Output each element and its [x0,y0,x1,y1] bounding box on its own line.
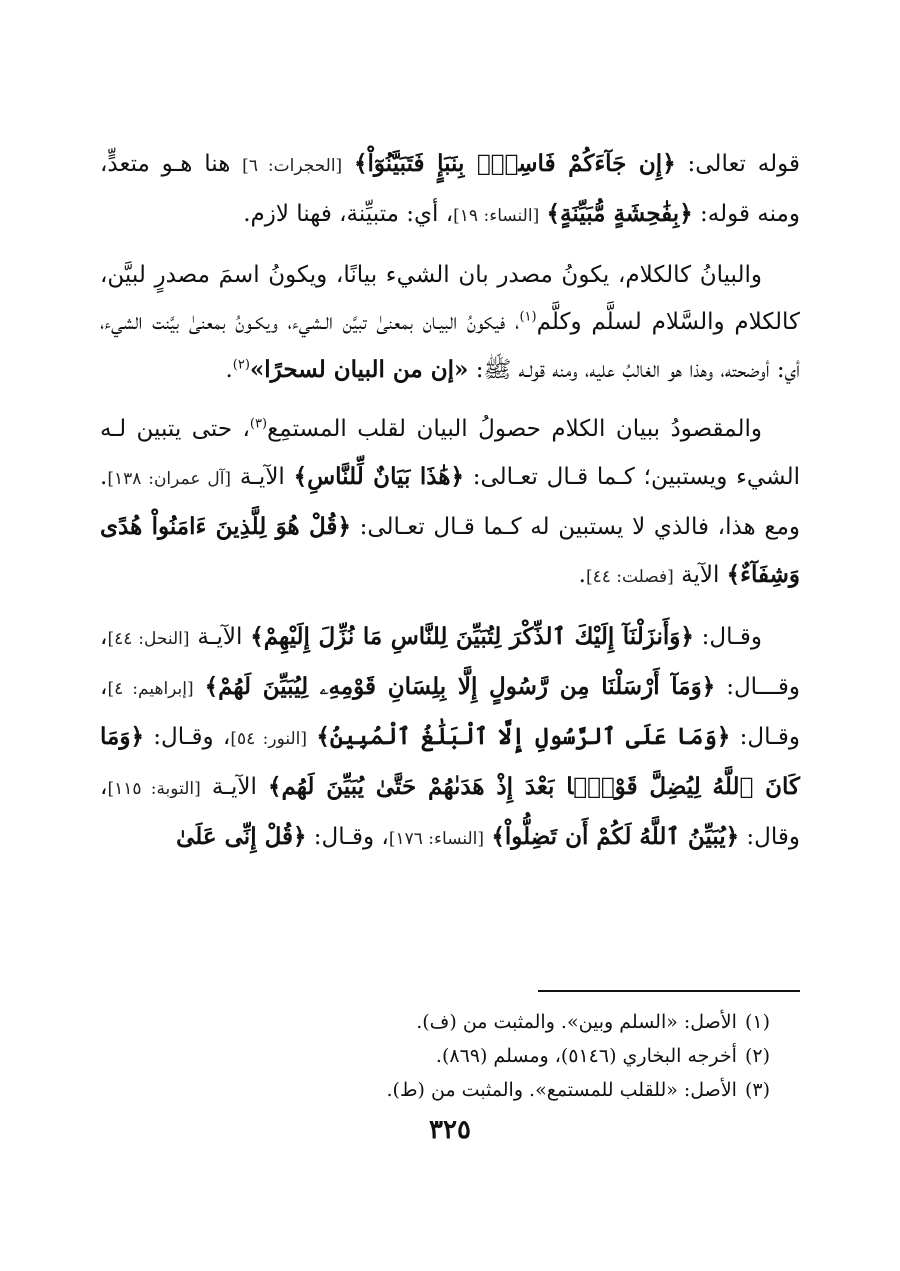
quran-open-bracket: ﴿ [716,723,731,750]
quran-verse: وَمَا عَلَى ٱلرَّسُولِ إِلَّا ٱلْبَلَٰغُ ٱلْمُبِينُ [329,723,717,750]
text: هنا هـو متعدٍّ، ومنه قوله: [100,151,800,227]
quran-close-bracket: ﴾ [354,150,368,177]
text: الآية [673,562,727,588]
text: الآيـة [189,624,251,650]
quran-close-bracket: ﴾ [268,773,282,800]
footnote-1 [100,1005,800,1039]
text: . [578,562,586,588]
quran-open-bracket: ﴿ [130,723,144,750]
quran-open-bracket: ﴿ [450,463,464,490]
quran-open-bracket: ﴿ [293,823,307,850]
quran-open-bracket: ﴿ [337,513,351,540]
verse-reference: [النساء: ١٧٦] [388,829,485,849]
text: الآيـة [231,464,294,490]
quran-verse: وَمَا كَانَ ٱللَّهُ لِيُضِلَّ قَوْمًۢا بَعْدَ إِذْ هَدَىٰهُمْ حَتَّىٰ يُبَيِّنَ لَهُم [100,723,800,800]
footnote-number: (١) [744,1011,770,1033]
quran-verse: هَٰذَا بَيَانٌ لِّلنَّاسِ [307,463,451,490]
quran-open-bracket: ﴿ [725,823,740,850]
quran-close-bracket: ﴾ [491,823,505,850]
footnote-text: أخرجه البخاري (٥١٤٦)، ومسلم (٨٦٩). [435,1045,737,1067]
paragraph-2 [100,252,800,394]
footnote-marker-1[interactable]: (١) [519,309,537,325]
footnote-number: (٢) [744,1045,770,1067]
text: . ومع هذا، فالذي لا يستبين له كـما قـال تعـالى: [100,464,801,540]
quran-verse: إِن جَآءَكُمْ فَاسِقُۢ بِنَبَإٍ فَتَبَيَّنُوٓاْ [367,150,663,177]
verse-reference: [النحل: ٤٤] [107,629,190,649]
verse-reference: [النساء: ١٩] [453,206,540,226]
paragraph-3 [100,406,800,601]
text: ، وقال: [100,774,800,850]
quran-open-bracket: ﴿ [679,200,693,227]
footnote-marker-3[interactable]: (٣) [249,416,268,432]
quran-verse: قُلْ إِنِّى عَلَىٰ [176,823,294,850]
quran-close-bracket: ﴾ [293,463,308,490]
text: الآيـة [200,774,269,800]
verse-reference: [النور: ٥٤] [230,729,308,749]
paragraph-4 [100,613,800,863]
text: قوله تعالى: [675,151,800,177]
text: ، وقـال: [143,724,231,750]
text: ، أي: متبيِّنة، فهنا لازم. [243,201,454,227]
quran-verse: وَمَآ أَرْسَلْنَا مِن رَّسُولٍ إِلَّا بِلِسَانِ قَوْمِهِۦ لِيُبَيِّنَ لَهُمْ [218,673,702,700]
verse-reference: [فصلت: ٤٤] [585,567,674,587]
text: والمقصودُ ببيان الكلام حصولُ البيان لقلب المستمِع [267,416,762,442]
quran-open-bracket: ﴿ [680,623,694,650]
main-text [100,140,800,875]
paragraph-1 [100,140,800,240]
text: ، وقـال: [100,674,800,750]
text: ، حتى يتبين لـه الشيء ويستبين؛ كـما قـال تعـالى: [100,416,800,490]
quran-verse: بِفَٰحِشَةٍ مُّبَيِّنَةٍ [560,200,680,227]
hadith-quote: «إن من البيان لسحرًا» [249,356,469,383]
footnote-marker-2[interactable]: (٢) [232,357,250,373]
text: ، وقـال: [306,824,389,850]
text: . [225,357,233,383]
quran-verse: يُبَيِّنُ ٱللَّهُ لَكُمْ أَن تَضِلُّواْ [504,823,726,850]
quran-open-bracket: ﴿ [701,673,716,700]
footnote-2 [100,1039,800,1073]
text: وقـال: [693,624,762,650]
text: والبيانُ كالكلام، يكونُ مصدر بان الشيء بيانًا، ويكونُ اسمَ مصدرٍ لبيَّن، كالكلام والسَّلام لسلَّم وكلَّم [100,262,800,335]
footnote-text: الأصل: «السلم وبين». والمثبت من (ف). [416,1011,737,1033]
quran-close-bracket: ﴾ [204,673,219,700]
footnote-number: (٣) [744,1079,770,1101]
quran-open-bracket: ﴿ [662,150,676,177]
quran-close-bracket: ﴾ [546,200,560,227]
quran-close-bracket: ﴾ [316,723,330,750]
verse-reference: [إبراهيم: ٤] [107,679,194,699]
quran-verse: قُلْ هُوَ لِلَّذِينَ ءَامَنُواْ هُدًى وَشِفَآءٌ [100,513,800,588]
quran-close-bracket: ﴾ [726,561,741,588]
footnote-separator [538,990,800,992]
footnote-text: الأصل: «للقلب للمستمع». والمثبت من (ط). [386,1079,737,1101]
text: ، فيكونُ البيـان بمعنىٰ تبيَّن الـشيء، ويكـونُ بمعنىٰ بيَّنت الشيء، أي: أوضحته، وهذا هو الغالبُ عليه، ومنه قولـه ﷺ: [100,309,800,383]
footnote-3 [100,1073,800,1107]
verse-reference: [آل عمران: ١٣٨] [107,469,232,489]
page-number: ٣٢٥ [429,1115,471,1145]
quran-verse: وَأَنزَلْنَآ إِلَيْكَ ٱلذِّكْرَ لِتُبَيِّنَ لِلنَّاسِ مَا نُزِّلَ إِلَيْهِمْ [263,623,681,650]
text: ، وقـــال: [100,624,800,700]
verse-reference: [الحجرات: ٦] [242,156,343,176]
verse-reference: [التوبة: ١١٥] [107,779,201,799]
quran-close-bracket: ﴾ [250,623,264,650]
footnotes [100,1005,800,1107]
